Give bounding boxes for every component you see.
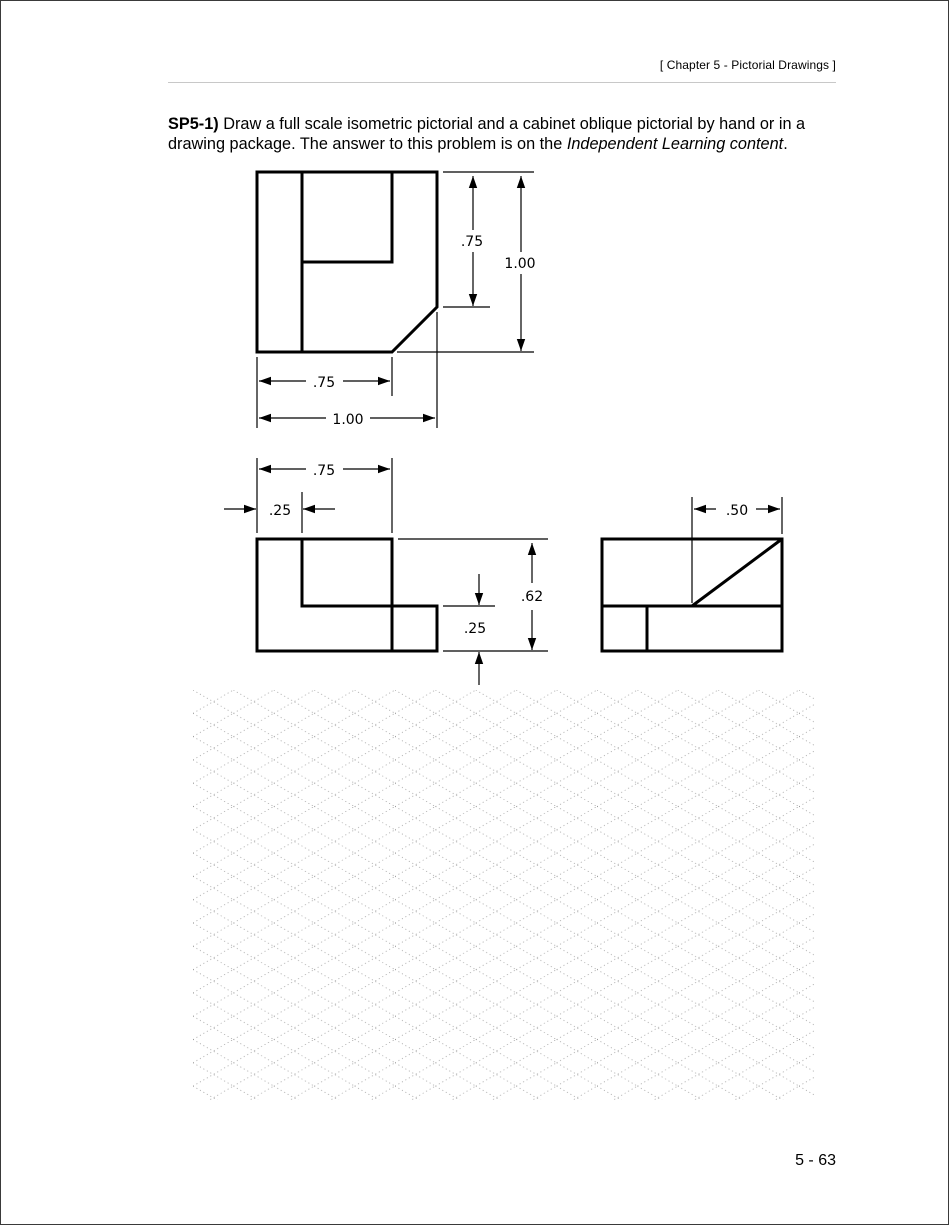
problem-text: Draw a full scale isometric pictorial and a cabinet oblique pictorial by hand or in a drawing package. The answer to this problem is on the — [168, 115, 806, 153]
dim-front-v-total: .62 — [520, 589, 544, 605]
problem-number: SP5-1) — [168, 115, 219, 133]
isometric-grid — [193, 690, 814, 1100]
problem-emphasis: Independent Learning content — [566, 135, 784, 153]
dim-front-h-left: .25 — [268, 503, 292, 519]
page-number: 5 - 63 — [795, 1152, 836, 1169]
dim-top-h-total: 1.00 — [332, 412, 364, 428]
dim-side-h: .50 — [725, 503, 749, 519]
dim-front-h-top: .75 — [312, 463, 336, 479]
dim-top-v-total: 1.00 — [504, 256, 536, 272]
top-view — [257, 172, 437, 352]
front-view — [257, 539, 437, 651]
problem-text-end: . — [783, 135, 788, 153]
top-view-dimensions — [257, 172, 534, 428]
dim-top-h-small: .75 — [312, 375, 336, 391]
chapter-header: [ Chapter 5 - Pictorial Drawings ] — [659, 58, 836, 72]
dim-front-v-step: .25 — [463, 621, 487, 637]
dim-top-v-small: .75 — [460, 234, 484, 250]
